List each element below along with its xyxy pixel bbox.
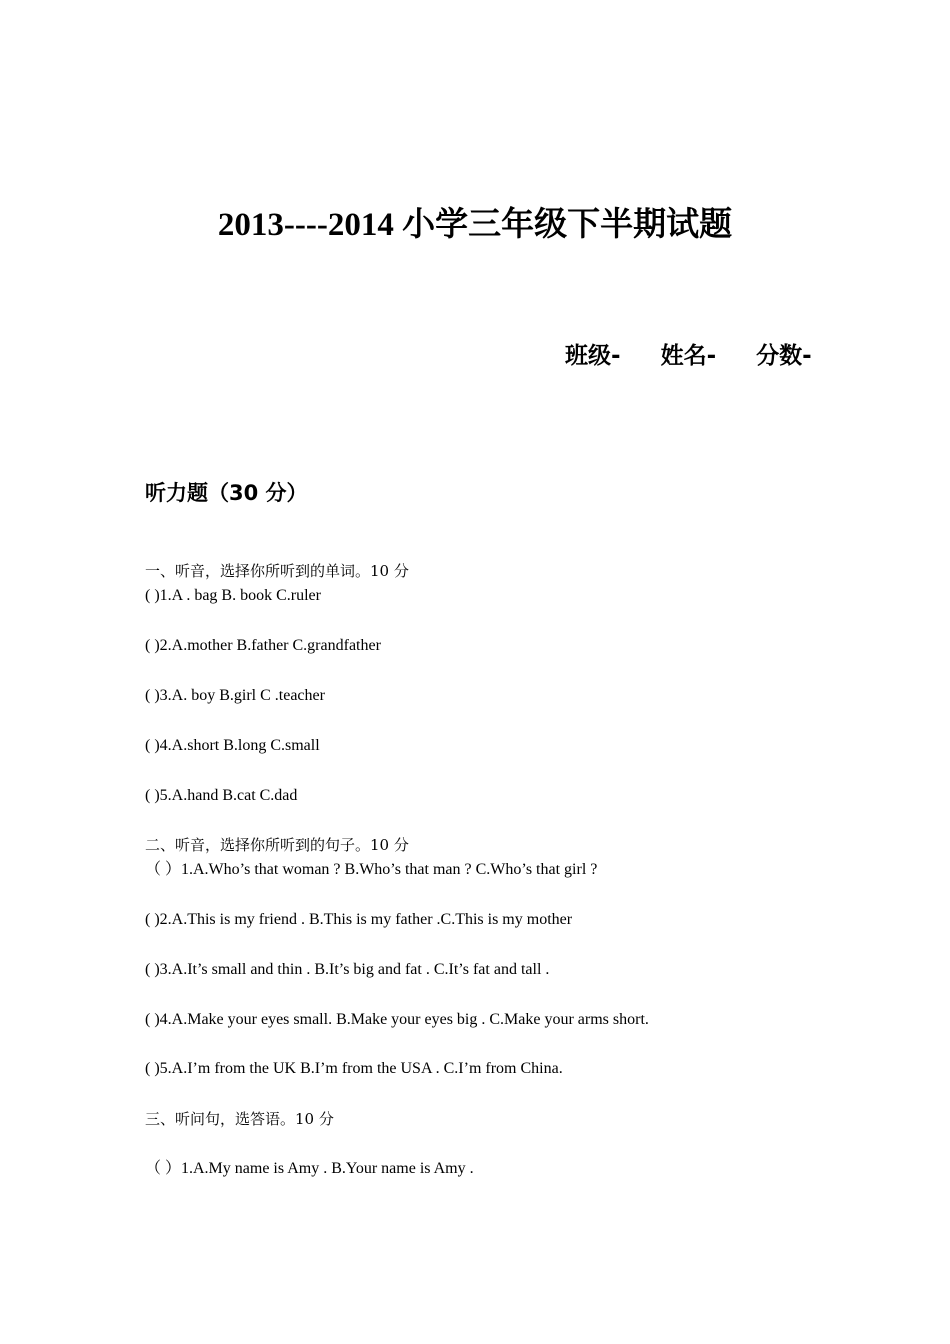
part-1-question-4: ( )4.A.short B.long C.small	[145, 737, 320, 754]
listening-section-heading: 听力题（30 分）	[145, 481, 308, 505]
part-1-question-5: ( )5.A.hand B.cat C.dad	[145, 787, 298, 804]
part-1-question-2: ( )2.A.mother B.father C.grandfather	[145, 637, 381, 654]
part-1-question-1: ( )1.A . bag B. book C.ruler	[145, 587, 321, 604]
part-1-question-3: ( )3.A. boy B.girl C .teacher	[145, 687, 325, 704]
part-2-question-3: ( )3.A.It’s small and thin . B.It’s big and fat . C.It’s fat and tall .	[145, 961, 550, 978]
exam-title: 2013----2014 小学三年级下半期试题	[217, 207, 733, 243]
part-2-question-5: ( )5.A.I’m from the UK B.I’m from the USA . C.I’m from China.	[145, 1060, 563, 1077]
part-3-instruction: 三、听问句，选答语。10 分	[145, 1110, 334, 1128]
part-2-question-2: ( )2.A.This is my friend . B.This is my father .C.This is my mother	[145, 911, 573, 928]
student-info-row	[565, 340, 812, 372]
part-2-question-4: ( )4.A.Make your eyes small. B.Make your eyes big . C.Make your arms short.	[145, 1011, 649, 1028]
part-1-instruction: 一、听音，选择你所听到的单词。10 分	[145, 562, 409, 580]
class-field-label: 班级-	[565, 343, 621, 369]
name-field-label: 姓名-	[660, 343, 717, 369]
score-field-label: 分数-	[756, 343, 812, 369]
part-2-instruction: 二、听音，选择你所听到的句子。10 分	[145, 836, 409, 854]
part-2-question-1: （ ）1.A.Who’s that woman ? B.Who’s that man ? C.Who’s that girl ?	[145, 861, 598, 878]
part-3-question-1: （ ）1.A.My name is Amy . B.Your name is Amy .	[145, 1160, 474, 1177]
